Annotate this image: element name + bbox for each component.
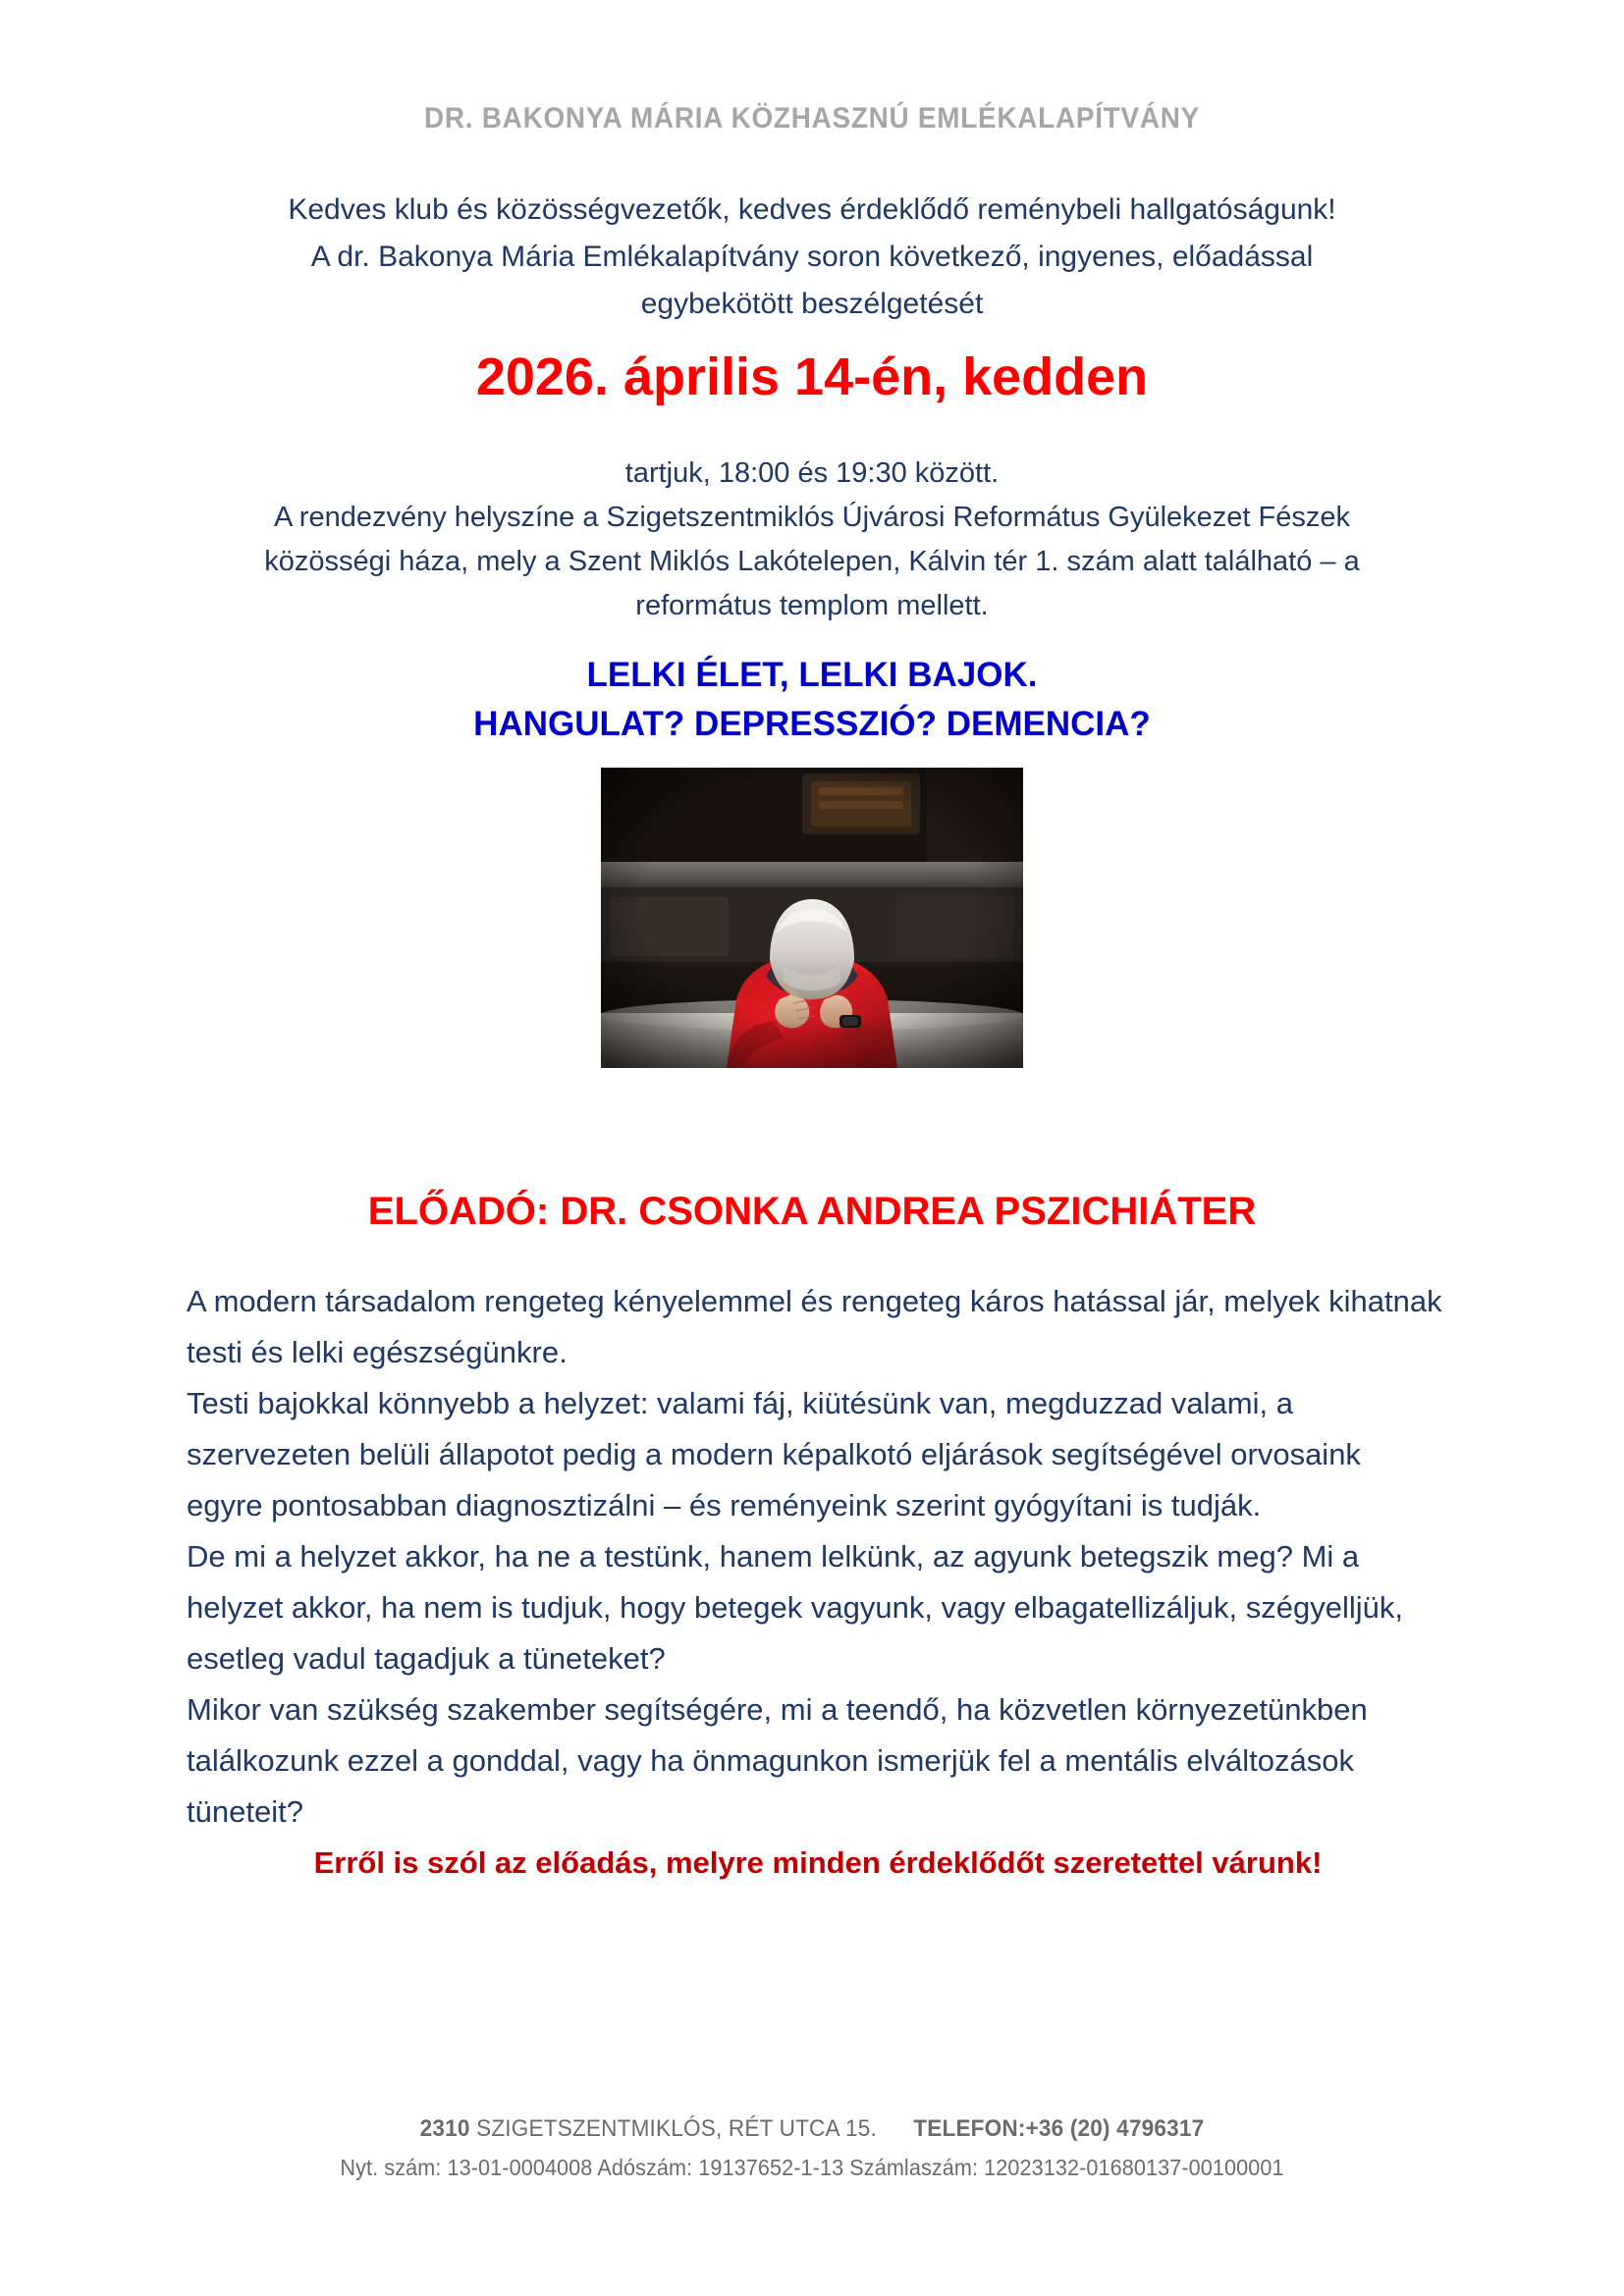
footer-postal-code: 2310 [419, 2115, 470, 2142]
body-copy [187, 1276, 1443, 1889]
footer-registry-line: Nyt. szám: 13-01-0004008 Adószám: 19137652-1-13 Számlaszám: 12023132-01680137-00100001 [340, 2155, 1284, 2180]
elderly-woman-photo [601, 768, 1023, 1068]
photo-container [601, 768, 1023, 1068]
topic-heading [0, 651, 1624, 749]
closing-invitation: Erről is szól az előadás, melyre minden érdeklődőt szeretettel várunk! [313, 1845, 1323, 1880]
footer-address: SZIGETSZENTMIKLÓS, RÉT UTCA 15. [476, 2115, 877, 2142]
event-date-heading: 2026. április 14-én, kedden [475, 347, 1149, 406]
topic-line-2: HANGULAT? DEPRESSZIÓ? DEMENCIA? [473, 705, 1151, 743]
venue-line-1: A rendezvény helyszíne a Szigetszentmiklós Újvárosi Református Gyülekezet Fészek [273, 502, 1351, 533]
footer-address-line [49, 2109, 1576, 2149]
intro-line-1: Kedves klub és közösségvezetők, kedves érdeklődő reménybeli hallgatóságunk! [288, 193, 1336, 226]
venue-line-3: református templom mellett. [635, 590, 989, 621]
organization-header: DR. BAKONYA MÁRIA KÖZHASZNÚ EMLÉKALAPÍTVÁNY [424, 102, 1200, 134]
venue-line-2: közösségi háza, mely a Szent Miklós Lakótelepen, Kálvin tér 1. szám alatt található – a [264, 546, 1360, 577]
body-paragraph-2: Testi bajokkal könnyebb a helyzet: valami fáj, kiütésünk van, megduzzad valami, a szervezeten belüli állapotot pedig a modern képalkotó eljárások segítségével orvosaink egyre pontosabban diagnosztizálni – és reményeink szerint gyógyítani is tudják. [187, 1386, 1361, 1522]
topic-line-1: LELKI ÉLET, LELKI BAJOK. [586, 656, 1038, 694]
body-paragraph-3: De mi a helyzet akkor, ha ne a testünk, hanem lelkünk, az agyunk betegszik meg? Mi a helyzet akkor, ha nem is tudjuk, hogy betegek vagyunk, vagy elbagatellizáljuk, szégyelljük, esetleg vadul tagadjuk a tüneteket? [187, 1539, 1403, 1676]
footer-phone: TELEFON:+36 (20) 4796317 [913, 2115, 1205, 2142]
intro-line-3: egybekötött beszélgetését [640, 288, 984, 320]
speaker-heading: ELŐADÓ: DR. CSONKA ANDREA PSZICHIÁTER [367, 1190, 1257, 1233]
footer [49, 2109, 1576, 2186]
intro-block [147, 187, 1477, 328]
body-paragraph-1: A modern társadalom rengeteg kényelemmel és rengeteg káros hatással jár, melyek kihatnak testi és lelki egészségünkre. [187, 1284, 1442, 1369]
body-paragraph-4: Mikor van szükség szakember segítségére, mi a teendő, ha közvetlen környezetünkben találkozunk ezzel a gonddal, vagy ha önmagunkon ismerjük fel a mentális elváltozások tüneteit? [187, 1692, 1368, 1829]
event-time-line: tartjuk, 18:00 és 19:30 között. [624, 457, 1000, 489]
intro-line-2: A dr. Bakonya Mária Emlékalapítvány soron következő, ingyenes, előadással [310, 240, 1314, 273]
venue-block [147, 452, 1477, 628]
